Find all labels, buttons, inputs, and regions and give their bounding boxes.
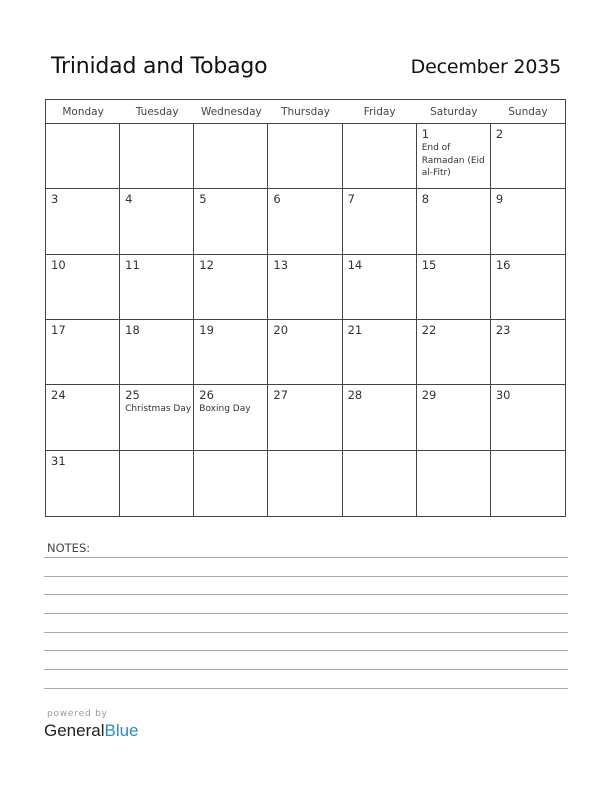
day-number: 6 <box>273 192 281 207</box>
day-cell <box>491 255 565 320</box>
brand-blue: Blue <box>104 721 139 740</box>
note-line <box>44 576 568 577</box>
day-cell <box>417 451 491 516</box>
note-line <box>44 557 568 558</box>
note-line <box>44 613 568 614</box>
weekday-header: Saturday <box>417 100 491 124</box>
day-cell <box>46 385 120 450</box>
day-cell <box>268 451 342 516</box>
day-cell <box>268 189 342 254</box>
day-cell <box>120 124 194 189</box>
day-cell <box>268 385 342 450</box>
note-line <box>44 594 568 595</box>
holiday-event: End of Ramadan (Eid al-Fitr) <box>421 143 485 178</box>
day-number: 28 <box>347 388 363 403</box>
day-cell <box>120 320 194 385</box>
day-cell <box>46 124 120 189</box>
day-number: 13 <box>273 257 289 272</box>
day-cell <box>491 124 565 189</box>
day-number: 27 <box>273 388 289 403</box>
calendar-grid <box>45 99 566 517</box>
day-cell <box>491 451 565 516</box>
day-number: 1 <box>421 127 430 141</box>
day-number: 2 <box>495 127 504 141</box>
brand-logo <box>44 721 139 741</box>
day-number: 15 <box>421 257 437 272</box>
day-cell <box>120 255 194 320</box>
day-number: 16 <box>495 257 511 272</box>
day-number: 5 <box>199 192 207 207</box>
day-cell <box>268 320 342 385</box>
brand-general: General <box>44 721 105 740</box>
day-number: 8 <box>421 192 430 207</box>
day-number: 18 <box>125 323 140 337</box>
weekday-header: Wednesday <box>194 100 268 124</box>
day-cell <box>120 451 194 516</box>
day-cell <box>417 255 491 320</box>
day-number: 30 <box>495 388 511 403</box>
day-cell <box>343 255 417 320</box>
day-cell <box>194 385 268 450</box>
day-number: 9 <box>495 192 504 207</box>
weekday-header: Monday <box>46 100 120 124</box>
note-line <box>44 632 568 633</box>
day-number: 17 <box>51 323 66 337</box>
day-number: 19 <box>199 323 214 337</box>
calendar-country-title: Trinidad and Tobago <box>51 54 268 79</box>
day-cell <box>417 189 491 254</box>
weekday-header: Friday <box>343 100 417 124</box>
day-number: 11 <box>125 257 140 272</box>
weekday-header: Tuesday <box>120 100 194 124</box>
day-number: 10 <box>51 257 66 272</box>
day-number: 29 <box>421 388 437 403</box>
weekday-header: Sunday <box>491 100 565 124</box>
powered-by-text: powered by <box>47 709 108 719</box>
day-cell <box>120 385 194 450</box>
note-line <box>44 650 568 651</box>
calendar-month-title: December 2035 <box>410 56 561 78</box>
day-cell <box>268 255 342 320</box>
day-cell <box>343 451 417 516</box>
day-number: 7 <box>347 192 355 207</box>
day-number: 14 <box>347 257 363 272</box>
note-line <box>44 669 568 670</box>
day-cell <box>417 124 491 189</box>
holiday-event: Boxing Day <box>199 404 251 415</box>
day-cell <box>268 124 342 189</box>
day-number: 4 <box>125 192 133 207</box>
day-number: 20 <box>273 323 289 337</box>
day-cell <box>46 255 120 320</box>
day-cell <box>46 189 120 254</box>
day-number: 26 <box>199 388 214 403</box>
day-number: 24 <box>51 388 66 403</box>
day-cell <box>491 320 565 385</box>
day-cell <box>343 124 417 189</box>
day-cell <box>491 189 565 254</box>
day-cell <box>194 451 268 516</box>
day-cell <box>194 189 268 254</box>
day-cell <box>417 385 491 450</box>
notes-label: NOTES: <box>47 541 91 555</box>
day-cell <box>491 385 565 450</box>
day-cell <box>194 124 268 189</box>
day-number: 12 <box>199 257 214 272</box>
day-cell <box>417 320 491 385</box>
holiday-event: Christmas Day <box>125 404 192 415</box>
day-number: 23 <box>495 323 511 337</box>
day-cell <box>343 385 417 450</box>
day-number: 22 <box>421 323 437 337</box>
day-cell <box>120 189 194 254</box>
day-number: 31 <box>51 453 66 468</box>
day-number: 21 <box>347 323 363 337</box>
day-cell <box>343 320 417 385</box>
weekday-header: Thursday <box>268 100 342 124</box>
day-cell <box>343 189 417 254</box>
day-cell <box>194 320 268 385</box>
note-line <box>44 688 568 689</box>
day-cell <box>194 255 268 320</box>
day-cell <box>46 451 120 516</box>
day-number: 25 <box>125 388 140 403</box>
day-cell <box>46 320 120 385</box>
day-number: 3 <box>51 192 59 207</box>
